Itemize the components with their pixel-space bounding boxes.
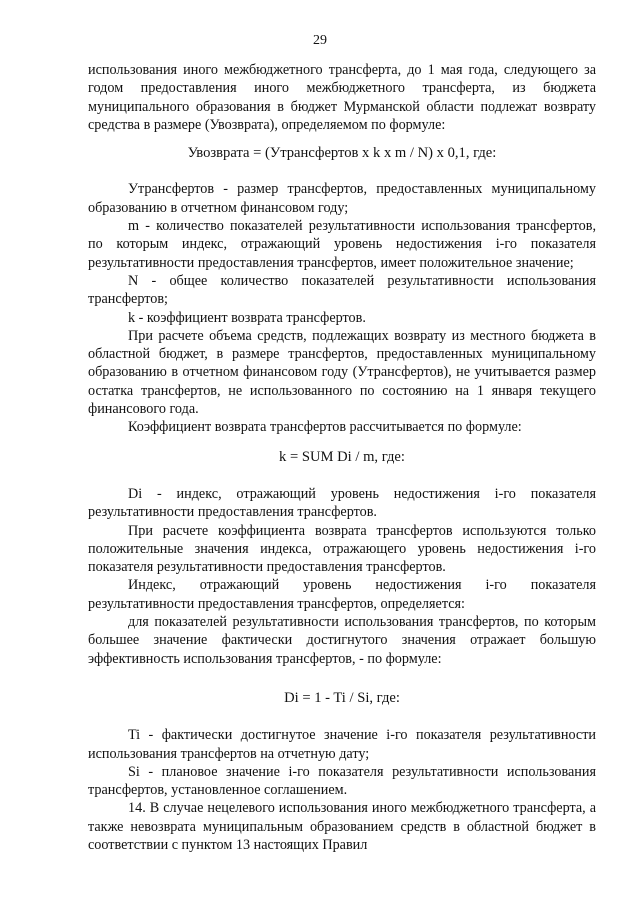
paragraph: 14. В случае нецелевого использования иного межбюджетного трансферта, а также невозврата муниципальным образованием средств в областной бюджет в соответствии с пунктом 13 настоящих Правил [88,800,596,853]
paragraph: Ti - фактически достигнутое значение i-го показателя результативности использования трансфертов на отчетную дату; [88,727,596,762]
paragraph: Di - индекс, отражающий уровень недостижения i-го показателя результативности предоставления трансфертов. [88,485,596,521]
paragraph: При расчете коэффициента возврата трансфертов используются только положительные значения индекса, отражающего уровень недостижения i-го показателя результативности предоставления трансфертов. [88,522,596,576]
formula: Di = 1 - Ti / Si, где: [284,689,400,706]
formula: k = SUM Di / m, где: [279,448,405,465]
paragraph: Коэффициент возврата трансфертов рассчитывается по формуле: [128,419,522,436]
paragraph: Si - плановое значение i-го показателя результативности использования трансфертов, установленное соглашением. [88,763,596,799]
paragraph: Индекс, отражающий уровень недостижения i-го показателя результативности предоставления трансфертов, определяется: [88,577,596,612]
paragraph: для показателей результативности использования трансфертов, по которым большее значение фактически достигнутого значения отражает большую эффективность использования трансфертов, - по формуле: [88,614,596,667]
paragraph: m - количество показателей результативности использования трансфертов, по которым индекс, отражающий уровень недостижения i-го показателя результативности предоставления трансфертов, имеет положительное значение; [88,218,596,271]
paragraph: N - общее количество показателей результативности использования трансфертов; [88,272,596,308]
paragraph: k - коэффициент возврата трансфертов. [128,309,366,326]
formula: Увозврата = (Утрансфертов x k x m / N) x 0,1, где: [187,145,497,162]
page-number: 29 [313,33,327,48]
paragraph: Утрансфертов - размер трансфертов, предоставленных муниципальному образованию в отчетном финансовом году; [88,181,596,216]
document-body [88,61,596,854]
paragraph: При расчете объема средств, подлежащих возврату из местного бюджета в областной бюджет, в размере трансфертов, предоставленных муниципальному образованию в отчетном финансовом году (Утрансфертов), не учитывается размер остатка трансфертов, не использованного по состоянию на 1 января текущего финансового года. [88,327,596,418]
paragraph: использования иного межбюджетного трансферта, до 1 мая года, следующего за годом предоставления иного межбюджетного трансферта, из бюджета муниципального образования в бюджет Мурманской области подлежат возврату средства в размере (Увозврата), определяемом по формуле: [88,62,596,133]
